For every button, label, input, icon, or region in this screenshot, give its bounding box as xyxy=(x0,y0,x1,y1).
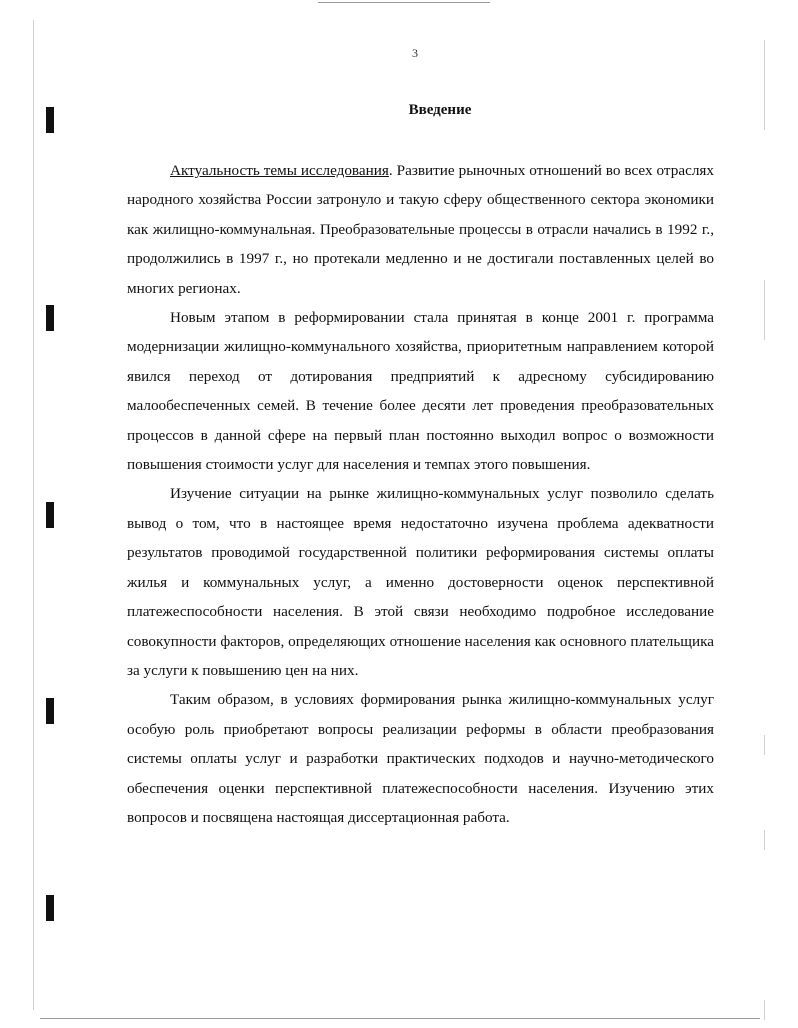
scan-edge-line xyxy=(764,830,765,850)
paragraph-text: Таким образом, в условиях формирования рынка жилищно-коммунальных услуг особую роль приобретают вопросы реализации реформы в области преобразования системы оплаты услуг и разработки практических подходов и научно-методического обеспечения оценки перспективной платежеспособности населения. Изучению этих вопросов и посвящена настоящая диссертационная работа. xyxy=(127,691,714,826)
scan-edge-line xyxy=(764,735,765,755)
scan-edge-line xyxy=(764,1000,765,1020)
paragraph-text: . Развитие рыночных отношений во всех отраслях народного хозяйства России затронуло и такую сферу общественного сектора экономики как жилищно-коммунальная. Преобразовательные процессы в отрасли начались в 1992 г., продолжились в 1997 г., но протекали медленно и не достигали поставленных целей во многих регионах. xyxy=(127,162,714,297)
paragraph xyxy=(127,303,714,479)
scan-edge-line xyxy=(318,2,490,3)
registration-mark xyxy=(46,107,54,133)
body-text xyxy=(127,156,714,832)
page-number: 3 xyxy=(412,46,418,60)
paragraph-text: Изучение ситуации на рынке жилищно-коммунальных услуг позволило сделать вывод о том, что в настоящее время недостаточно изучена проблема адекватности результатов проводимой государственной политики реформирования системы оплаты жилья и коммунальных услуг, а именно достоверности оценок перспективной платежеспособности населения. В этой связи необходимо подробное исследование совокупности факторов, определяющих отношение населения как основного плательщика за услуги к повышению цен на них. xyxy=(127,485,714,679)
paragraph-title: Актуальность темы исследования xyxy=(170,162,389,179)
paragraph xyxy=(127,156,714,303)
scan-edge-line xyxy=(764,40,765,130)
section-heading: Введение xyxy=(408,102,472,118)
paragraph-text: Новым этапом в реформировании стала принятая в конце 2001 г. программа модернизации жилищно-коммунального хозяйства, приоритетным направлением которой явился переход от дотирования предприятий к адресному субсидированию малообеспеченных семей. В течение более десяти лет проведения преобразовательных процессов в данной сфере на первый план постоянно выходил вопрос о возможности повышения стоимости услуг для населения и темпах этого повышения. xyxy=(127,309,714,474)
registration-mark xyxy=(46,502,54,528)
scan-edge-line xyxy=(40,1018,760,1019)
registration-mark xyxy=(46,895,54,921)
paragraph xyxy=(127,479,714,685)
scan-edge-line xyxy=(764,280,765,340)
scan-edge-line xyxy=(33,20,34,1010)
paragraph xyxy=(127,685,714,832)
registration-mark xyxy=(46,698,54,724)
registration-mark xyxy=(46,305,54,331)
